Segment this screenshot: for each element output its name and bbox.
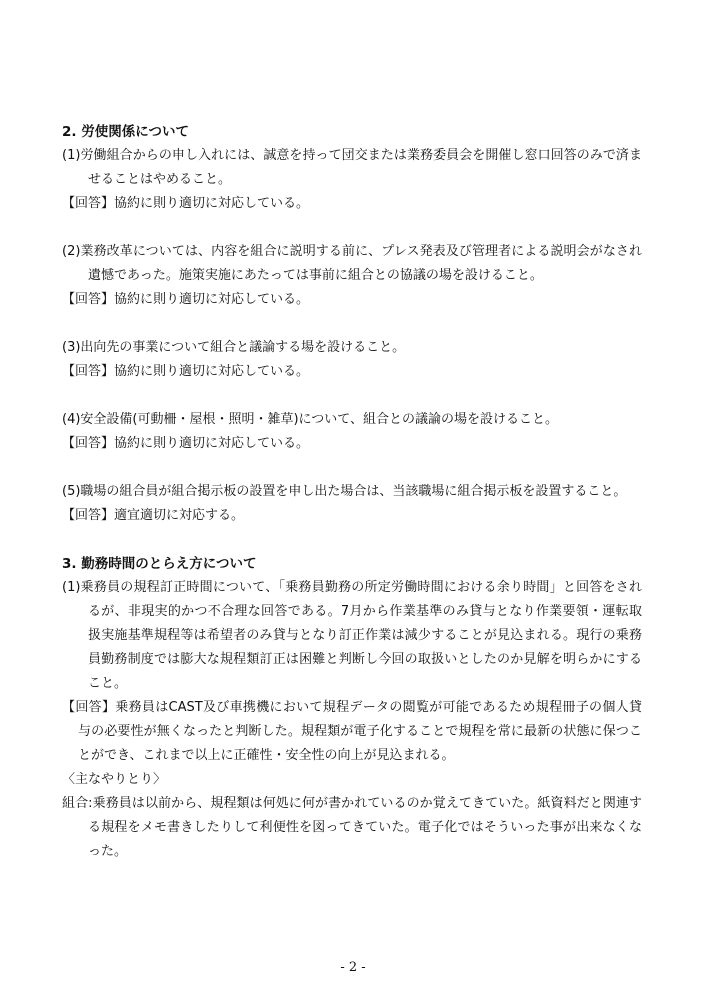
question-2-4: (4)安全設備(可動柵・屋根・照明・雑草)について、組合との議論の場を設けること。 (62, 412, 559, 427)
answer-3-1: 【回答】乗務員はCAST及び車携機において規程データの閲覧が可能であるため規程冊子の個人貸与の必要性が無くなったと判断した。規程類が電子化することで規程を常に最新の状態に保つことができ、これまで以上に正確性・安全性の向上が見込まれる。 (62, 700, 642, 763)
answer-2-2: 【回答】協約に則り適切に対応している。 (62, 292, 310, 307)
answer-2-4: 【回答】協約に則り適切に対応している。 (62, 436, 310, 451)
spacer (62, 312, 642, 336)
spacer (62, 456, 642, 480)
answer-2-5: 【回答】適宜適切に対応する。 (62, 508, 245, 523)
answer-2-1: 【回答】協約に則り適切に対応している。 (62, 196, 310, 211)
question-2-1: (1)労働組合からの申し入れには、誠意を持って団交または業務委員会を開催し窓口回答のみで済ませることはやめること。 (62, 148, 642, 187)
question-2-5: (5)職場の組合員が組合掲示板の設置を申し出た場合は、当該職場に組合掲示板を設置すること。 (62, 484, 627, 499)
spacer (62, 216, 642, 240)
section-heading-working-hours: 3. 勤務時間のとらえ方について (62, 556, 257, 572)
answer-2-3: 【回答】協約に則り適切に対応している。 (62, 364, 310, 379)
exchange-label: 〈主なやりとり〉 (62, 772, 167, 787)
question-2-3: (3)出向先の事業について組合と議論する場を設けること。 (62, 340, 406, 355)
exchange-union-remark: 組合:乗務員は以前から、規程類は何処に何が書かれているのか覚えてきていた。紙資料だと関連する規程をメモ書きしたりして利便性を図ってきていた。電子化ではそういった事が出来なくなった。 (62, 796, 642, 859)
section-heading-labor-relations: 2. 労使関係について (62, 124, 189, 140)
spacer (62, 384, 642, 408)
question-2-2: (2)業務改革については、内容を組合に説明する前に、プレス発表及び管理者による説明会がなされ遺憾であった。施策実施にあたっては事前に組合との協議の場を設けること。 (62, 244, 642, 283)
spacer (62, 528, 642, 552)
document-body (62, 120, 642, 864)
question-3-1: (1)乗務員の規程訂正時間について、「乗務員勤務の所定労働時間における余り時間」と回答をされるが、非現実的かつ不合理な回答である。7月から作業基準のみ貸与となり作業要領・運転取扱実施基準規程等は希望者のみ貸与となり訂正作業は減少することが見込まれる。現行の乗務員勤務制度では膨大な規程類訂正は困難と判断し今回の取扱いとしたのか見解を明らかにすること。 (62, 580, 642, 691)
page-number: - 2 - (340, 960, 366, 975)
